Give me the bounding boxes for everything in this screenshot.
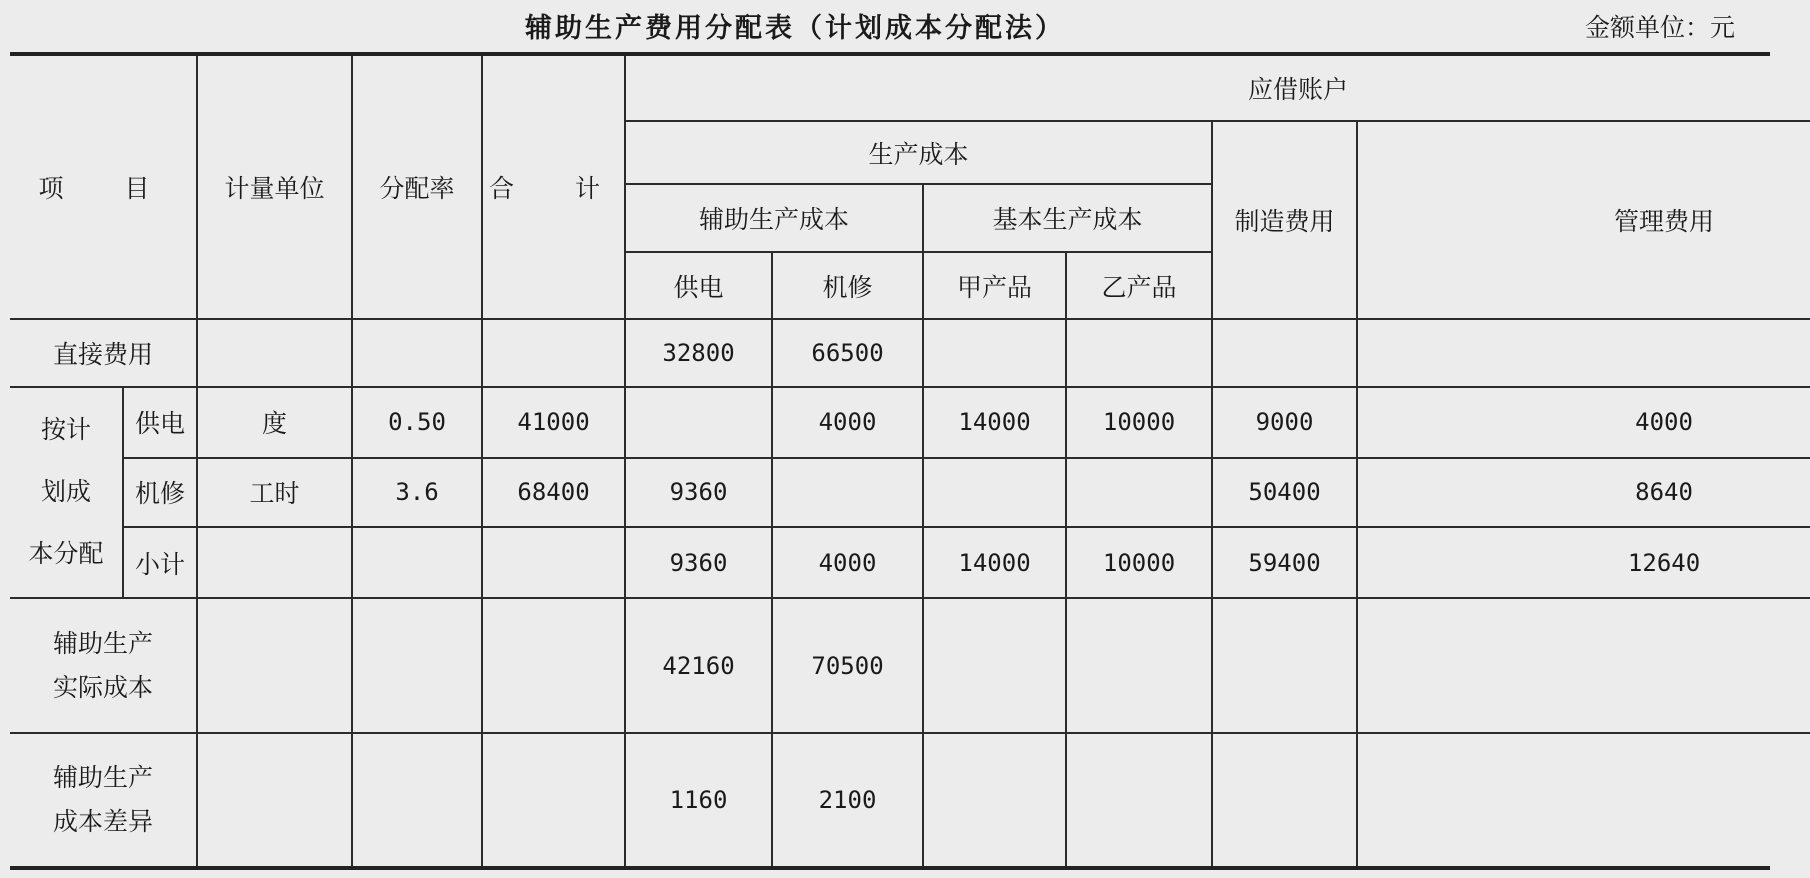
header-product-b: 乙产品 — [1066, 252, 1212, 320]
table-row-variance — [10, 733, 1810, 866]
cell-empty — [1212, 733, 1357, 866]
cell-repair-total: 68400 — [482, 458, 625, 527]
cell-repair-admin: 8640 — [1357, 458, 1810, 527]
document-header — [0, 0, 1810, 52]
cell-variance-power: 1160 — [625, 733, 772, 866]
cell-variance-repair: 2100 — [772, 733, 923, 866]
cell-subtotal-repair: 4000 — [772, 527, 923, 598]
cell-repair-overhead: 50400 — [1212, 458, 1357, 527]
allocation-table — [10, 56, 1810, 866]
cell-empty — [352, 319, 482, 387]
cell-empty — [1066, 458, 1212, 527]
cell-empty — [197, 319, 352, 387]
table-title: 辅助生产费用分配表（计划成本分配法） — [525, 13, 1065, 44]
header-debit-account: 应借账户 — [625, 56, 1810, 121]
cell-empty — [482, 733, 625, 866]
cell-empty — [197, 527, 352, 598]
amount-unit-note: 金额单位：元 — [1584, 13, 1735, 42]
cell-empty — [1357, 598, 1810, 733]
cell-empty — [1066, 319, 1212, 387]
cell-empty — [197, 598, 352, 733]
row-label-repair: 机修 — [123, 458, 197, 527]
header-total: 合 计 — [482, 56, 625, 319]
header-admin-expense: 管理费用 — [1357, 121, 1810, 319]
header-basic-production-cost: 基本生产成本 — [923, 184, 1212, 252]
header-power: 供电 — [625, 252, 772, 320]
cell-repair-rate: 3.6 — [352, 458, 482, 527]
cell-direct-repair: 66500 — [772, 319, 923, 387]
row-group-planned: 按计 划成 本分配 — [10, 387, 123, 598]
cell-empty — [923, 319, 1066, 387]
cell-power-product-a: 14000 — [923, 387, 1066, 458]
cell-empty — [197, 733, 352, 866]
cell-power-rate: 0.50 — [352, 387, 482, 458]
table-row-direct — [10, 319, 1810, 387]
table-row-subtotal — [10, 527, 1810, 598]
cell-power-total: 41000 — [482, 387, 625, 458]
cell-empty — [1212, 319, 1357, 387]
row-label-power: 供电 — [123, 387, 197, 458]
cell-subtotal-product-a: 14000 — [923, 527, 1066, 598]
cell-empty — [772, 458, 923, 527]
row-label-direct: 直接费用 — [10, 319, 197, 387]
cell-empty — [1066, 598, 1212, 733]
header-production-cost: 生产成本 — [625, 121, 1212, 184]
row-label-variance: 辅助生产 成本差异 — [10, 733, 197, 866]
header-aux-production-cost: 辅助生产成本 — [625, 184, 923, 252]
header-manufacturing-overhead: 制造费用 — [1212, 121, 1357, 319]
header-measure-unit: 计量单位 — [197, 56, 352, 319]
row-label-subtotal: 小计 — [123, 527, 197, 598]
cell-repair-power: 9360 — [625, 458, 772, 527]
cell-actual-repair: 70500 — [772, 598, 923, 733]
cell-empty — [482, 598, 625, 733]
cell-empty — [923, 458, 1066, 527]
header-product-a: 甲产品 — [923, 252, 1066, 320]
cell-power-repair: 4000 — [772, 387, 923, 458]
cell-repair-unit: 工时 — [197, 458, 352, 527]
cell-actual-power: 42160 — [625, 598, 772, 733]
cell-subtotal-admin: 12640 — [1357, 527, 1810, 598]
cell-empty — [482, 319, 625, 387]
cell-power-unit: 度 — [197, 387, 352, 458]
bottom-rule — [10, 866, 1770, 870]
cell-direct-power: 32800 — [625, 319, 772, 387]
cell-empty — [482, 527, 625, 598]
table-row-power-alloc — [10, 387, 1810, 458]
table-row-repair-alloc — [10, 458, 1810, 527]
header-rate: 分配率 — [352, 56, 482, 319]
cell-power-admin: 4000 — [1357, 387, 1810, 458]
cell-empty — [1066, 733, 1212, 866]
row-label-actual: 辅助生产 实际成本 — [10, 598, 197, 733]
cell-empty — [352, 733, 482, 866]
cell-subtotal-power: 9360 — [625, 527, 772, 598]
cell-power-product-b: 10000 — [1066, 387, 1212, 458]
cell-subtotal-product-b: 10000 — [1066, 527, 1212, 598]
header-item: 项 目 — [10, 56, 197, 319]
cell-empty — [625, 387, 772, 458]
cell-empty — [1212, 598, 1357, 733]
cell-empty — [1357, 319, 1810, 387]
cell-empty — [923, 598, 1066, 733]
cell-power-overhead: 9000 — [1212, 387, 1357, 458]
cell-empty — [352, 598, 482, 733]
cell-empty — [1357, 733, 1810, 866]
header-repair: 机修 — [772, 252, 923, 320]
cell-empty — [352, 527, 482, 598]
cell-subtotal-overhead: 59400 — [1212, 527, 1357, 598]
cell-empty — [923, 733, 1066, 866]
table-row-actual — [10, 598, 1810, 733]
